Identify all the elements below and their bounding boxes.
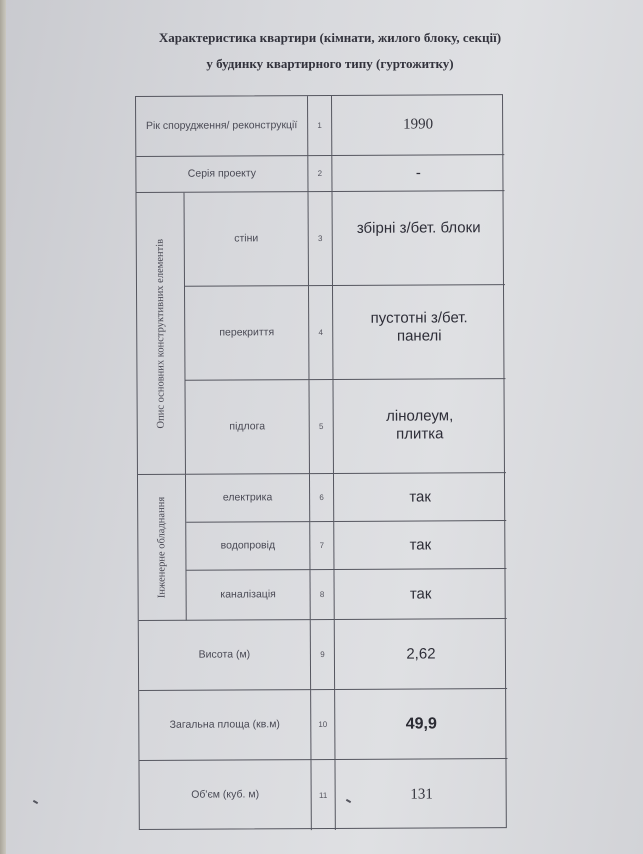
- engineering-equipment-group: [138, 475, 187, 621]
- row-sewerage-number: 8: [310, 570, 334, 620]
- row-electricity-number: 6: [310, 474, 334, 522]
- row-total-area-number: 10: [311, 690, 335, 760]
- row-height-label: Висота (м): [139, 620, 311, 691]
- row-height-value: 2,62: [335, 619, 507, 690]
- row-construction-year-value: 1990: [332, 95, 504, 156]
- row-water-supply-label: водопровід: [186, 522, 310, 571]
- pen-mark: [33, 800, 38, 804]
- row-project-series-number: 2: [308, 156, 332, 192]
- row-total-area-label: Загальна площа (кв.м): [139, 690, 311, 761]
- row-sewerage-value: так: [334, 569, 506, 620]
- row-ceilings-value: пустотні з/бет. панелі: [333, 285, 505, 380]
- structural-elements-group: [137, 193, 186, 475]
- row-construction-year-number: 1: [308, 96, 332, 156]
- row-electricity-value: так: [334, 473, 506, 522]
- row-walls-label: стіни: [185, 192, 309, 287]
- row-electricity-label: електрика: [186, 474, 310, 523]
- row-walls-value: збірні з/бет. блоки: [333, 191, 505, 286]
- row-water-supply-number: 7: [310, 522, 334, 570]
- row-floor-label: підлога: [185, 380, 309, 475]
- row-walls-number: 3: [309, 192, 333, 286]
- row-floor-number: 5: [309, 380, 333, 474]
- document-title: Характеристика квартири (кімнати, жилого блоку, секції): [158, 30, 502, 45]
- row-ceilings-label: перекриття: [185, 286, 309, 381]
- row-height-number: 9: [311, 620, 335, 690]
- apartment-characteristics-table: [135, 94, 507, 830]
- engineering-equipment-label: Інженерне обладнання: [156, 496, 168, 599]
- row-sewerage-label: каналізація: [186, 570, 310, 621]
- document-subtitle: у будинку квартирного типу (гуртожитку): [206, 56, 454, 71]
- row-volume-value: 131: [410, 785, 433, 803]
- row-volume-label: Об'єм (куб. м): [139, 760, 311, 831]
- row-floor-value: лінолеум, плитка: [333, 379, 505, 474]
- row-construction-year-label: Рік спорудження/ реконструкції: [136, 96, 308, 157]
- row-volume-number: 11: [311, 760, 335, 830]
- row-total-area-value: 49,9: [335, 689, 507, 760]
- row-project-series-value: -: [332, 155, 504, 192]
- page-edge: [0, 0, 6, 854]
- row-project-series-label: Серія проекту: [136, 156, 308, 193]
- row-ceilings-number: 4: [309, 286, 333, 380]
- row-water-supply-value: так: [334, 521, 506, 570]
- structural-elements-label: Опис основних конструктивних елементів: [154, 238, 167, 429]
